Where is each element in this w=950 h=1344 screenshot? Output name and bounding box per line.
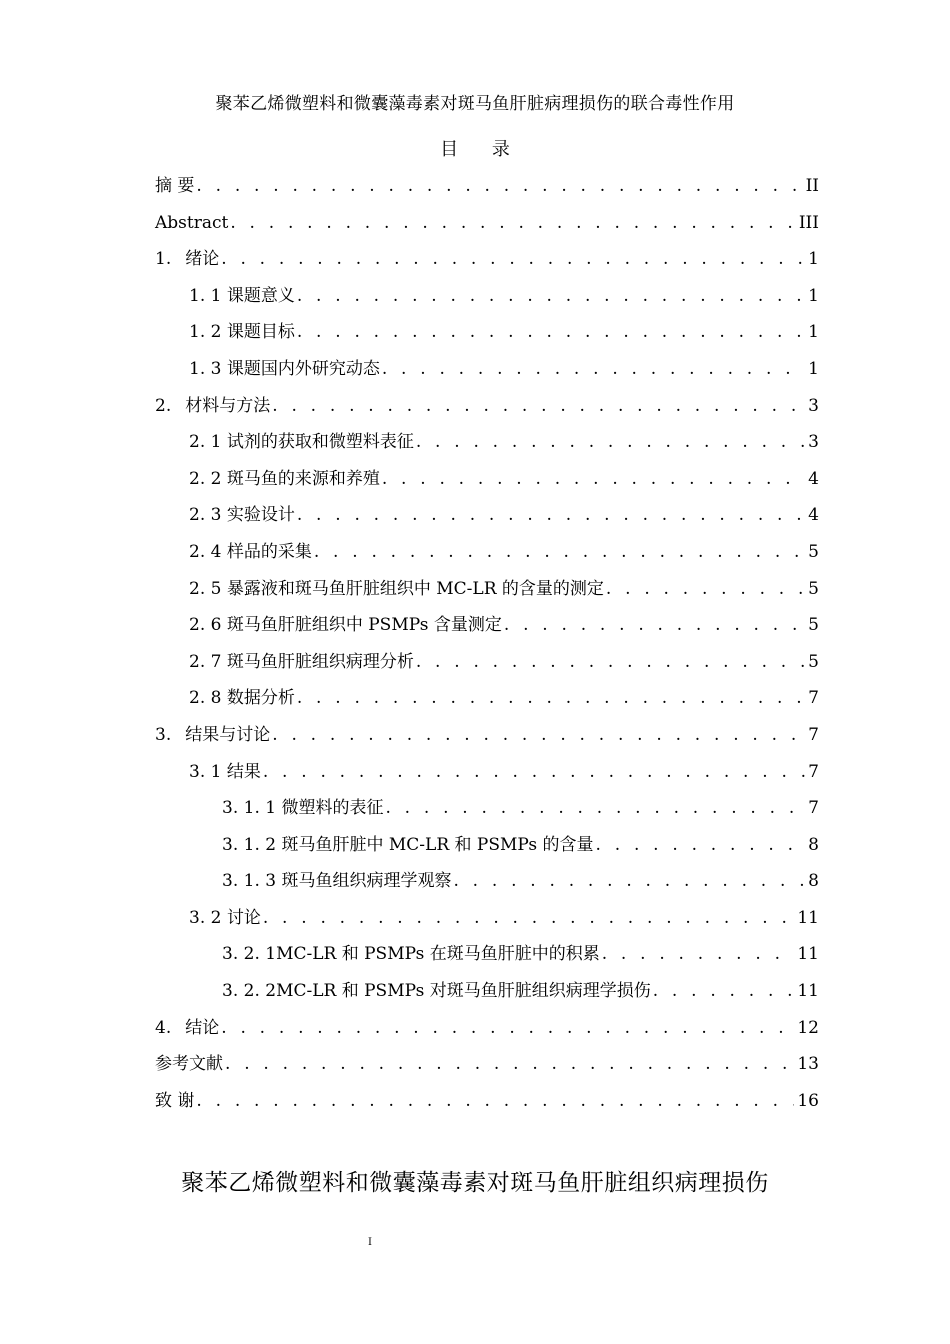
toc-entry-number: 3. [155, 724, 172, 745]
toc-entry-page: 11 [797, 907, 819, 928]
toc-dot-leader [196, 173, 802, 199]
toc-entry-page: 8 [808, 834, 819, 855]
toc-dot-leader [221, 1015, 794, 1041]
toc-entry-title: 3. 1. 1 微塑料的表征 [222, 798, 384, 819]
toc-entry[interactable] [155, 173, 819, 210]
toc-dot-leader [297, 685, 805, 711]
toc-entry-title: 结论 [185, 1017, 220, 1038]
toc-entry[interactable] [155, 246, 819, 283]
toc-entry-title: Abstract [155, 212, 229, 233]
toc-dot-leader [416, 429, 805, 455]
toc-entry-title: 结果与讨论 [185, 724, 271, 745]
toc-entry[interactable] [155, 356, 819, 393]
toc-entry-page: III [798, 212, 819, 233]
toc-entry-title: 3. 1 结果 [189, 761, 261, 782]
toc-dot-leader [385, 795, 805, 821]
toc-dot-leader [297, 502, 805, 528]
toc-entry[interactable] [155, 832, 819, 869]
toc-entry-page: 3 [808, 432, 819, 453]
toc-entry[interactable] [155, 612, 819, 649]
toc-entry[interactable] [155, 685, 819, 722]
toc-entry-number: 1. [155, 249, 172, 270]
toc-entry-title: 2. 1 试剂的获取和微塑料表征 [189, 432, 414, 453]
toc-entry-page: 4 [808, 468, 819, 489]
toc-entry-page: 7 [808, 798, 819, 819]
toc-entry-title: 2. 6 斑马鱼肝脏组织中 PSMPs 含量测定 [189, 615, 502, 636]
toc-entry-title: 2. 4 样品的采集 [189, 541, 312, 562]
toc-entry-page: 1 [808, 322, 819, 343]
toc-entry-page: 7 [808, 724, 819, 745]
toc-entry-page: 1 [808, 249, 819, 270]
toc-entry-page: 7 [808, 688, 819, 709]
toc-dot-leader [314, 539, 805, 565]
toc-entry-page: 5 [808, 578, 819, 599]
toc-entry-title: 绪论 [185, 249, 220, 270]
toc-entry[interactable] [155, 649, 819, 686]
toc-entry-page: 7 [808, 761, 819, 782]
toc-entry-page: 16 [797, 1090, 819, 1111]
page-number: I [368, 1237, 372, 1248]
toc-entry-title: 1. 3 课题国内外研究动态 [189, 358, 380, 379]
toc-entry[interactable] [155, 210, 819, 247]
toc-entry[interactable] [155, 941, 819, 978]
table-of-contents [155, 173, 819, 1124]
toc-entry-title: 3. 1. 3 斑马鱼组织病理学观察 [222, 871, 452, 892]
toc-entry-page: 1 [808, 358, 819, 379]
toc-entry-title: 3. 2 讨论 [189, 907, 261, 928]
toc-entry-title: 2. 2 斑马鱼的来源和养殖 [189, 468, 380, 489]
toc-dot-leader [602, 941, 795, 967]
toc-entry-title: 致 谢 [155, 1090, 195, 1111]
toc-entry[interactable] [155, 795, 819, 832]
toc-entry-page: 11 [797, 944, 819, 965]
toc-entry-title: 1. 2 课题目标 [189, 322, 295, 343]
toc-entry[interactable] [155, 978, 819, 1015]
toc-entry-title: 3. 1. 2 斑马鱼肝脏中 MC-LR 和 PSMPs 的含量 [222, 834, 594, 855]
toc-dot-leader [230, 210, 796, 236]
toc-dot-leader [606, 576, 805, 602]
toc-entry[interactable] [155, 1051, 819, 1088]
toc-dot-leader [297, 319, 805, 345]
toc-entry-title: 2. 8 数据分析 [189, 688, 295, 709]
toc-entry-page: 11 [797, 981, 819, 1002]
toc-entry-title: 1. 1 课题意义 [189, 285, 295, 306]
toc-entry[interactable] [155, 576, 819, 613]
toc-entry-page: 4 [808, 505, 819, 526]
toc-entry[interactable] [155, 502, 819, 539]
toc-entry-page: 5 [808, 651, 819, 672]
toc-dot-leader [196, 1088, 794, 1114]
toc-entry-page: 13 [797, 1054, 819, 1075]
section-title: 聚苯乙烯微塑料和微囊藻毒素对斑马鱼肝脏组织病理损伤 [181, 1170, 769, 1196]
toc-dot-leader [221, 246, 805, 272]
toc-entry[interactable] [155, 319, 819, 356]
toc-entry-page: 1 [808, 285, 819, 306]
toc-entry-page: 3 [808, 395, 819, 416]
toc-dot-leader [504, 612, 805, 638]
toc-dot-leader [653, 978, 795, 1004]
toc-dot-leader [297, 283, 805, 309]
toc-dot-leader [416, 649, 805, 675]
toc-entry[interactable] [155, 905, 819, 942]
toc-entry[interactable] [155, 868, 819, 905]
toc-entry[interactable] [155, 759, 819, 796]
toc-entry[interactable] [155, 722, 819, 759]
toc-entry[interactable] [155, 393, 819, 430]
toc-entry-page: 5 [808, 541, 819, 562]
toc-dot-leader [382, 466, 805, 492]
toc-entry[interactable] [155, 1015, 819, 1052]
toc-entry-title: 2. 3 实验设计 [189, 505, 295, 526]
toc-entry-title: 3. 2. 2MC-LR 和 PSMPs 对斑马鱼肝脏组织病理学损伤 [222, 981, 651, 1002]
toc-dot-leader [453, 868, 805, 894]
toc-entry-number: 4. [155, 1017, 172, 1038]
toc-entry[interactable] [155, 283, 819, 320]
toc-entry-title: 摘 要 [155, 176, 195, 196]
running-header: 聚苯乙烯微塑料和微囊藻毒素对斑马鱼肝脏病理损伤的联合毒性作用 [215, 94, 735, 114]
toc-entry[interactable] [155, 429, 819, 466]
toc-entry-title: 材料与方法 [185, 395, 271, 416]
toc-dot-leader [263, 905, 795, 931]
toc-dot-leader [382, 356, 805, 382]
toc-entry-page: 5 [808, 615, 819, 636]
toc-entry-title: 3. 2. 1MC-LR 和 PSMPs 在斑马鱼肝脏中的积累 [222, 944, 600, 965]
toc-dot-leader [272, 393, 805, 419]
toc-entry-number: 2. [155, 395, 172, 416]
toc-entry-page: 12 [797, 1017, 819, 1038]
toc-dot-leader [225, 1051, 794, 1077]
toc-entry[interactable] [155, 539, 819, 576]
toc-dot-leader [263, 759, 805, 785]
toc-entry-title: 2. 5 暴露液和斑马鱼肝脏组织中 MC-LR 的含量的测定 [189, 578, 604, 599]
toc-title: 目 录 [440, 139, 510, 160]
toc-entry-title: 参考文献 [155, 1054, 223, 1075]
toc-dot-leader [596, 832, 806, 858]
toc-dot-leader [272, 722, 805, 748]
toc-entry-title: 2. 7 斑马鱼肝脏组织病理分析 [189, 651, 414, 672]
toc-entry[interactable] [155, 466, 819, 503]
toc-entry[interactable] [155, 1088, 819, 1125]
toc-entry-page: II [805, 176, 819, 196]
toc-entry-page: 8 [808, 871, 819, 892]
